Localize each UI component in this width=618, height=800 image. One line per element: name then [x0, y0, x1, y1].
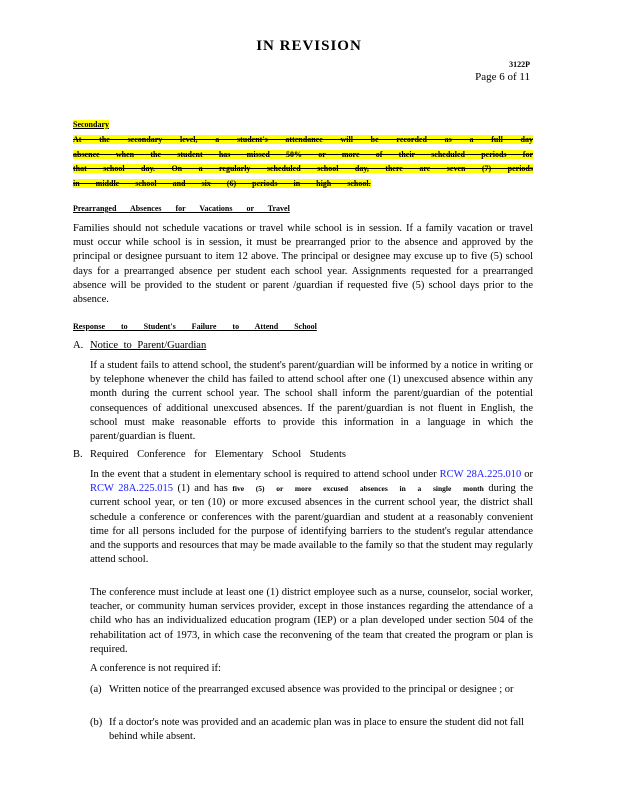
section-b-small-text: five (5) or more excused absences in a single month	[232, 484, 484, 494]
list-item-b-text: If a doctor's note was provided and an academic plan was in place to ensure the student did not fall behind while absent.	[109, 717, 525, 743]
page-number: Page 6 of 11	[475, 71, 530, 83]
section-a-heading: Notice to Parent/Guardian	[90, 340, 207, 351]
secondary-section	[73, 114, 109, 132]
section-b-text-3: during the current school year, or ten (10) or more excused absences in the current school year, the district shall schedule a conference or conferences with the parent/guardian and student at a reasonably convenient time for all persons included for the purpose of identifying barriers to the student's regular attendance and the supports and resources that may be made available to the family so that the student may regularly attend school.	[90, 483, 534, 566]
response-heading: Response to Student's Failure to Attend School	[73, 322, 317, 331]
list-item-b-label: (b)	[90, 717, 103, 728]
section-b-text-1: In the event that a student in elementary school is required to attend school under	[90, 469, 437, 480]
prearranged-heading: Prearranged Absences for Vacations or Travel	[73, 204, 290, 213]
secondary-heading: Secondary	[73, 120, 109, 129]
list-item-a-label: (a)	[90, 684, 102, 695]
secondary-text-block	[73, 133, 533, 191]
section-a-text: If a student fails to attend school, the student's parent/guardian will be informed by a notice in writing or by telephone whenever the child has failed to attend school after one (1) unexcused absence within any month during the current school year. The school shall inform the parent/guardian of the potential consequences of additional unexcused absences. If the parent/guardian is not fluent in English, the school must make reasonable efforts to provide this information in a language in which the parent/guardian is fluent.	[90, 360, 533, 443]
rcw-link-1[interactable]: RCW 28A.225.010	[439, 469, 522, 480]
section-b-para-1	[90, 468, 533, 567]
section-b-heading: Required Conference for Elementary School Students	[90, 449, 346, 460]
doc-number: 3122P	[509, 60, 530, 69]
section-a-label: A.	[73, 340, 84, 351]
rcw-link-2[interactable]: RCW 28A.225.015	[90, 483, 174, 495]
section-b-para-2: The conference must include at least one (1) district employee such as a nurse, counselor, social worker, teacher, or community human services provider, except in those instances regarding the attendance of a child who has an individualized education program (IEP) or a plan developed under section 504 of the rehabilitation act of 1973, in which case the reconvening of the team that created the program or plan is required.	[90, 587, 533, 655]
list-item-a-text: Written notice of the prearranged excused absence was provided to the principal or designee ; or	[109, 684, 514, 695]
secondary-text: At the secondary level, a student's attendance will be recorded as a full day absence when the student has missed 50% or more of their scheduled periods for that school day. On a regularly scheduled school day, there are seven (7) periods in middle school and six (6) periods in high school.	[73, 135, 533, 188]
prearranged-text: Families should not schedule vacations or travel while school is in session. If a family vacation or travel must occur while school is in session, it must be prearranged prior to the absence and approved by the principal or designee pursuant to item 12 above. The principal or designee may excuse up to five (5) school days for a prearranged absence per student each school year. Assignments requested for a prearranged absence will be provided to the student or parent /guardian if requested five (5) school days prior to the absence.	[73, 223, 533, 306]
section-b-label: B.	[73, 449, 83, 460]
section-b-para-3: A conference is not required if:	[90, 663, 221, 674]
section-b-text-2: (1) and has	[177, 483, 228, 495]
section-b-or: or	[524, 469, 534, 480]
page-title: IN REVISION	[256, 38, 362, 54]
